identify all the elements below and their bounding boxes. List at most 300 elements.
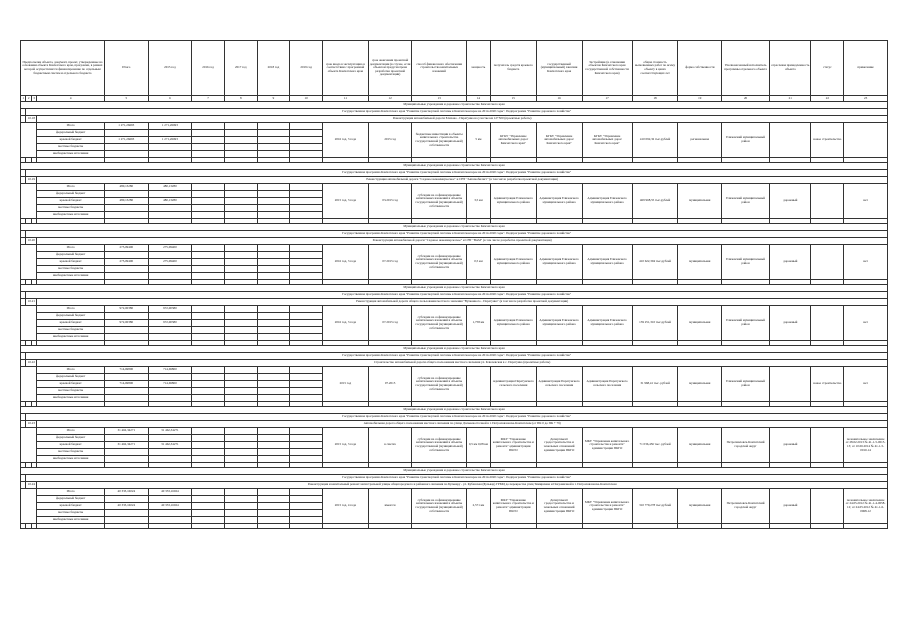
column-number: 9 (257, 96, 290, 102)
financing-2018 (257, 259, 290, 266)
program-row (21, 353, 888, 360)
funds-receiver: Администрация Елизовского муниципального района (490, 184, 536, 219)
financing-2016 (192, 327, 225, 334)
financing-total (104, 266, 148, 273)
financing-method: субсидии на софинансирование капитальных вложений в объекты государственной (муниципальной) собственности (412, 306, 467, 341)
financing-2017 (224, 123, 257, 130)
financing-2016 (192, 144, 225, 151)
financing-label: краевой бюджет (37, 259, 105, 266)
financing-total: 40 333,16024 (104, 489, 148, 496)
financing-2015 (148, 151, 192, 158)
total-cost: 31 968,41 тыс. рублей (632, 367, 678, 402)
funds-receiver: Администрация Елизовского муниципального района (490, 306, 536, 341)
capacity: 0,5 км (466, 245, 490, 280)
financing-label: федеральный бюджет (37, 496, 105, 503)
empty-cell (37, 524, 105, 529)
financing-2017 (224, 327, 257, 334)
note: нет (844, 245, 888, 280)
object-name: Реконструкция автомобильной дороги общего пользования местного значения "Вулканного - Паратунка" (в том числе разработка проектной документации) (37, 299, 888, 306)
financing-2016 (192, 198, 225, 205)
financing-2017 (224, 428, 257, 435)
financing-2015 (148, 273, 192, 280)
financing-2019 (290, 503, 323, 510)
financing-label: Итого (37, 367, 105, 374)
object-row (21, 238, 888, 245)
financing-2015 (148, 212, 192, 219)
financing-total (104, 205, 148, 212)
financing-total (104, 449, 148, 456)
financing-2018 (257, 334, 290, 341)
financing-2018 (257, 198, 290, 205)
program-row (21, 414, 888, 421)
group-title: Муниципальные учреждения и дорожное строительство Камчатского края (21, 285, 888, 292)
empty-cell (678, 524, 722, 529)
group-row (21, 102, 888, 109)
header-cell: Итого (104, 41, 148, 96)
financing-2018 (257, 266, 290, 273)
financing-2018 (257, 320, 290, 327)
financing-2018 (257, 489, 290, 496)
customer: Администрация Елизовского муниципального района (536, 245, 582, 280)
financing-2017 (224, 191, 257, 198)
commissioning-term: 2015 год (323, 367, 369, 402)
column-number: 4 (37, 96, 105, 102)
financing-2019 (290, 273, 323, 280)
program-row (21, 109, 888, 116)
customer: Администрация Елизовского муниципального района (536, 306, 582, 341)
financing-label: внебюджетные источники (37, 151, 105, 158)
financing-label: краевой бюджет (37, 320, 105, 327)
developer: Администрация Елизовского муниципального района (582, 184, 632, 219)
note: положительное заключение от 24.05.2012 № 41-1-4-0058-12; от 24.05.2012 № 41-1-6-0068-12 (844, 489, 888, 524)
financing-2018 (257, 510, 290, 517)
object-number: 10.18 (26, 116, 37, 123)
financing-2015 (148, 374, 192, 381)
financing-2019 (290, 252, 323, 259)
financing-2019 (290, 320, 323, 327)
financing-2015: 31 462,34271 (148, 428, 192, 435)
financing-2015: 714,69800 (148, 367, 192, 374)
empty-cell (257, 524, 290, 529)
developer: Администрация Паратунского сельского поселения (582, 367, 632, 402)
financing-label: краевой бюджет (37, 503, 105, 510)
object-row (21, 177, 888, 184)
empty-cell (490, 524, 536, 529)
empty-cell (104, 524, 148, 529)
object-row (21, 299, 888, 306)
header-cell: срок окончания проектной документации (в случае, если объектом предусмотрена разработка проектной документации) (368, 41, 412, 96)
financing-2016 (192, 334, 225, 341)
financing-2016 (192, 252, 225, 259)
financing-2015 (148, 517, 192, 524)
financing-2019 (290, 306, 323, 313)
financing-total (104, 327, 148, 334)
financing-label: местные бюджеты (37, 327, 105, 334)
empty-cell (844, 524, 888, 529)
header-cell: Предпосылки объекта, документ, проект, утвержденные на основании объекта Камчатского края, программа, в рамках которой осуществляется финансирование по отдельным бюджетным сметам и отдельного бюджета (21, 41, 105, 96)
financing-2016 (192, 212, 225, 219)
financing-2017 (224, 435, 257, 442)
financing-2016 (192, 381, 225, 388)
branch: дорожный (770, 184, 811, 219)
financing-2017 (224, 137, 257, 144)
financing-2016 (192, 191, 225, 198)
financing-2019 (290, 151, 323, 158)
financing-2019 (290, 510, 323, 517)
program-row (21, 292, 888, 299)
program-row (21, 475, 888, 482)
note: нет (844, 367, 888, 402)
financing-2018 (257, 184, 290, 191)
financing-2018 (257, 449, 290, 456)
financing-2016 (192, 435, 225, 442)
financing-2015: 31 462,34271 (148, 442, 192, 449)
program-row (21, 231, 888, 238)
column-number: 21 (770, 96, 811, 102)
financing-2015: 40 333,16024 (148, 503, 192, 510)
financing-2017 (224, 205, 257, 212)
branch: дорожный (770, 489, 811, 524)
investment-table (20, 40, 888, 529)
branch (770, 367, 811, 402)
program-title: Государственная программа Камчатского края "Развитие транспортной системы в Камчатском крае на 2014-2020 годы". Подпрограмма "Развитие дорожного хозяйства" (26, 292, 888, 299)
object-status (811, 184, 844, 219)
empty-cell (770, 524, 811, 529)
financing-2017 (224, 212, 257, 219)
financing-2016 (192, 151, 225, 158)
branch: дорожный (770, 306, 811, 341)
commissioning-term: 2016 год, 3 года (323, 306, 369, 341)
header-cell: примечание (844, 41, 888, 96)
financing-method: субсидии на софинансирование капитальных вложений в объекты государственной (муниципальной) собственности (412, 184, 467, 219)
financing-label: внебюджетные источники (37, 273, 105, 280)
developer: КГКУ "Управление автомобильных дорог Камчатского края" (582, 123, 632, 158)
header-cell: Уполномоченный исполнитель программы отдельного объекта (722, 41, 770, 96)
financing-total (104, 395, 148, 402)
ownership-form: муниципальная (678, 306, 722, 341)
financing-row (21, 367, 888, 374)
funds-receiver: МКУ "Управление капитального строительства и ремонта" администрации ПКГО (490, 489, 536, 524)
financing-total (104, 130, 148, 137)
object-number: 10.19 (26, 177, 37, 184)
financing-2019 (290, 395, 323, 402)
capacity: 2,571 км (466, 489, 490, 524)
header-cell: отраслевая принадлежность объекта (770, 41, 811, 96)
object-status (811, 428, 844, 463)
financing-total (104, 212, 148, 219)
financing-label: внебюджетные источники (37, 334, 105, 341)
object-status (811, 489, 844, 524)
financing-2017 (224, 456, 257, 463)
group-row (21, 468, 888, 475)
financing-2018 (257, 130, 290, 137)
financing-label: местные бюджеты (37, 205, 105, 212)
spacer-cell (21, 367, 37, 402)
financing-label: внебюджетные источники (37, 517, 105, 524)
commissioning-term: 2015 год, 4 года (323, 489, 369, 524)
financing-label: внебюджетные источники (37, 456, 105, 463)
financing-2019 (290, 245, 323, 252)
financing-total: 1 271,26693 (104, 137, 148, 144)
column-number: 23 (844, 96, 888, 102)
spacer-cell (21, 245, 37, 280)
financing-label: краевой бюджет (37, 381, 105, 388)
design-deadline: 07.2015 год (368, 306, 412, 341)
financing-label: Итого (37, 306, 105, 313)
funds-receiver: Администрация Паратунского сельского поселения (490, 367, 536, 402)
financing-2015 (148, 266, 192, 273)
header-cell: государственный (муниципальный) заказчик Камчатского края (536, 41, 582, 96)
object-name: Реконструкция автомобильной дороги "Садовое некоммерческое" и СНТ "Автомобилист" (в том числе разработка проектной документации) (37, 177, 888, 184)
financing-2017 (224, 184, 257, 191)
financing-2017 (224, 313, 257, 320)
financing-label: местные бюджеты (37, 266, 105, 273)
developer: Администрация Елизовского муниципального района (582, 245, 632, 280)
executor: Елизовский муниципальный район (722, 245, 770, 280)
funds-receiver: МКУ "Управление капитального строительства и ремонта" администрации ПКГО (490, 428, 536, 463)
financing-total: 972,00380 (104, 306, 148, 313)
financing-method: субсидии на софинансирование капитальных вложений в объекты государственной (муниципальной) собственности (412, 367, 467, 402)
financing-2018 (257, 252, 290, 259)
financing-2017 (224, 144, 257, 151)
financing-2015 (148, 205, 192, 212)
branch (770, 123, 811, 158)
customer: КГКУ "Управление автомобильных дорог Камчатского края" (536, 123, 582, 158)
financing-total (104, 313, 148, 320)
financing-total (104, 334, 148, 341)
financing-total (104, 517, 148, 524)
financing-total (104, 435, 148, 442)
column-number: 3 (33, 95, 35, 100)
financing-2015 (148, 334, 192, 341)
financing-2017 (224, 496, 257, 503)
design-deadline: имеется (368, 489, 412, 524)
financing-2018 (257, 517, 290, 524)
financing-label: Итого (37, 245, 105, 252)
program-title: Государственная программа Камчатского края "Развитие транспортной системы в Камчатском крае на 2014-2020 годы". Подпрограмма "Развитие дорожного хозяйства" (26, 475, 888, 482)
group-row (21, 285, 888, 292)
financing-2016 (192, 456, 225, 463)
financing-2016 (192, 367, 225, 374)
financing-2017 (224, 374, 257, 381)
financing-total (104, 456, 148, 463)
header-cell: Застройщик (в отношении объектов Камчатского края государственной собственности Камчатского края) (582, 41, 632, 96)
document-sheet (20, 40, 888, 630)
financing-2015: 480,13280 (148, 198, 192, 205)
financing-2019 (290, 130, 323, 137)
financing-2016 (192, 266, 225, 273)
financing-2019 (290, 428, 323, 435)
financing-2016 (192, 306, 225, 313)
financing-2016 (192, 510, 225, 517)
program-row (21, 170, 888, 177)
financing-2019 (290, 442, 323, 449)
financing-2016 (192, 123, 225, 130)
financing-2015: 1 271,26693 (148, 123, 192, 130)
financing-2018 (257, 205, 290, 212)
empty-cell (722, 524, 770, 529)
column-number: 20 (722, 96, 770, 102)
financing-2015 (148, 388, 192, 395)
financing-method: субсидии на софинансирование капитальных вложений в объекты государственной (муниципальной) собственности (412, 489, 467, 524)
financing-2019 (290, 388, 323, 395)
financing-2019 (290, 212, 323, 219)
note: нет (844, 306, 888, 341)
financing-label: Итого (37, 428, 105, 435)
total-cost: 410 622,394 тыс.рублей (632, 245, 678, 280)
financing-total: 1 271,26693 (104, 123, 148, 130)
object-name: Автомобильная дорога общего пользования местного значения по улице Дальневосточной в г. Петропавловске-Камчатском (от ПК 0 до ПК + 79) (37, 421, 888, 428)
financing-label: местные бюджеты (37, 388, 105, 395)
object-status: новое строительство (811, 123, 844, 158)
financing-method: субсидии на софинансирование капитальных вложений в объекты государственной (муниципальной) собственности (412, 428, 467, 463)
financing-2018 (257, 313, 290, 320)
group-title: Муниципальные учреждения и дорожное строительство Камчатского края (21, 346, 888, 353)
capacity: 0,5 км 0,08 км (466, 428, 490, 463)
column-number: 19 (678, 96, 722, 102)
column-number: 2 (27, 95, 30, 100)
financing-2018 (257, 212, 290, 219)
financing-2015 (148, 456, 192, 463)
financing-2016 (192, 313, 225, 320)
executor: Петропавловск-Камчатский городской округ (722, 428, 770, 463)
empty-cell (290, 524, 323, 529)
column-number: 10 (290, 96, 323, 102)
financing-2018 (257, 273, 290, 280)
financing-total: 714,69800 (104, 381, 148, 388)
header-cell: 2018 год (257, 41, 290, 96)
header-cell: форма собственности (678, 41, 722, 96)
financing-total (104, 151, 148, 158)
financing-2017 (224, 517, 257, 524)
financing-2016 (192, 130, 225, 137)
header-cell: мощность (466, 41, 490, 96)
group-title: Муниципальные учреждения и дорожное строительство Камчатского края (21, 468, 888, 475)
financing-label: местные бюджеты (37, 144, 105, 151)
object-name: Реконструкция автомобильной дороги "Садовое некоммерческое" и СНТ "ВАМ" (в том числе разработка проектной документации) (37, 238, 888, 245)
financing-2019 (290, 123, 323, 130)
financing-2018 (257, 496, 290, 503)
financing-2017 (224, 510, 257, 517)
spacer-cell (21, 184, 37, 219)
financing-2016 (192, 320, 225, 327)
object-number: 10.24 (26, 482, 37, 489)
developer: Администрация Елизовского муниципального района (582, 306, 632, 341)
ownership-form: муниципальная (678, 367, 722, 402)
total-cost: 310 779,278 тыс.рублей (632, 489, 678, 524)
header-cell: срок ввода в эксплуатацию в соответствии с программой объекта Камчатского края (323, 41, 369, 96)
financing-label: федеральный бюджет (37, 313, 105, 320)
executor: Елизовский муниципальный район (722, 123, 770, 158)
group-title: Муниципальные учреждения и дорожное строительство Камчатского края (21, 102, 888, 109)
financing-2019 (290, 334, 323, 341)
spacer-cell (21, 306, 37, 341)
ownership-form: региональная (678, 123, 722, 158)
object-name: Реконструкция автомобильной дороги Елизово - Паратунка на участке км 12+500 (проектные работы) (37, 116, 888, 123)
header-cell: 2017 год (224, 41, 257, 96)
financing-total (104, 191, 148, 198)
commissioning-term: 2016 год, 3 года (323, 245, 369, 280)
column-number: 1 (22, 95, 25, 100)
group-row (21, 224, 888, 231)
group-title: Муниципальные учреждения и дорожное строительство Камчатского края (21, 407, 888, 414)
financing-2016 (192, 489, 225, 496)
financing-2019 (290, 489, 323, 496)
object-row (21, 116, 888, 123)
financing-2019 (290, 266, 323, 273)
financing-2019 (290, 517, 323, 524)
financing-2017 (224, 503, 257, 510)
empty-cell (192, 524, 225, 529)
financing-2017 (224, 489, 257, 496)
financing-2019 (290, 313, 323, 320)
financing-2017 (224, 266, 257, 273)
financing-2016 (192, 496, 225, 503)
financing-row (21, 245, 888, 252)
financing-2015 (148, 435, 192, 442)
financing-2019 (290, 259, 323, 266)
column-number: 17 (582, 96, 632, 102)
empty-cell (811, 524, 844, 529)
empty-cell (224, 524, 257, 529)
financing-2015: 972,00380 (148, 320, 192, 327)
financing-2018 (257, 367, 290, 374)
financing-2016 (192, 449, 225, 456)
financing-total (104, 252, 148, 259)
financing-label: краевой бюджет (37, 137, 105, 144)
financing-2018 (257, 137, 290, 144)
design-deadline: 07.2015 (368, 367, 412, 402)
financing-2018 (257, 395, 290, 402)
financing-total: 275,09400 (104, 259, 148, 266)
program-title: Государственная программа Камчатского края "Развитие транспортной системы в Камчатском крае на 2014-2020 годы". Подпрограмма "Развитие дорожного хозяйства" (26, 231, 888, 238)
financing-2019 (290, 184, 323, 191)
spacer-cell (21, 489, 37, 524)
object-row (21, 360, 888, 367)
gap-row (21, 524, 888, 529)
financing-2016 (192, 205, 225, 212)
financing-2016 (192, 503, 225, 510)
header-cell: получатель средств краевого бюджета (490, 41, 536, 96)
financing-2018 (257, 503, 290, 510)
column-number: 12 (368, 96, 412, 102)
column-number: 18 (632, 96, 678, 102)
financing-row (21, 123, 888, 130)
financing-2015 (148, 144, 192, 151)
program-title: Государственная программа Камчатского края "Развитие транспортной системы в Камчатском крае на 2014-2020 годы". Подпрограмма "Развитие дорожного хозяйства" (26, 414, 888, 421)
ownership-form: муниципальная (678, 245, 722, 280)
note: положительное заключение от 28.02.2013 № 41-1-5-0015-13; от 10.06.2014 № 41-1-5-0010-14 (844, 428, 888, 463)
financing-2015: 275,09400 (148, 259, 192, 266)
financing-2015 (148, 313, 192, 320)
commissioning-term: 2015 год, 3 года (323, 428, 369, 463)
capacity (466, 367, 490, 402)
customer: Департамент градостроительства и земельных отношений администрации ПКГО (536, 428, 582, 463)
financing-2015: 275,09400 (148, 245, 192, 252)
ownership-form: муниципальная (678, 489, 722, 524)
executor: Елизовский муниципальный район (722, 367, 770, 402)
commissioning-term: 2016 год, 3 года (323, 123, 369, 158)
financing-2018 (257, 388, 290, 395)
financing-2019 (290, 435, 323, 442)
design-deadline: 2015 год (368, 123, 412, 158)
financing-2016 (192, 395, 225, 402)
financing-2019 (290, 191, 323, 198)
financing-total (104, 510, 148, 517)
financing-2017 (224, 442, 257, 449)
financing-2017 (224, 130, 257, 137)
financing-2017 (224, 198, 257, 205)
